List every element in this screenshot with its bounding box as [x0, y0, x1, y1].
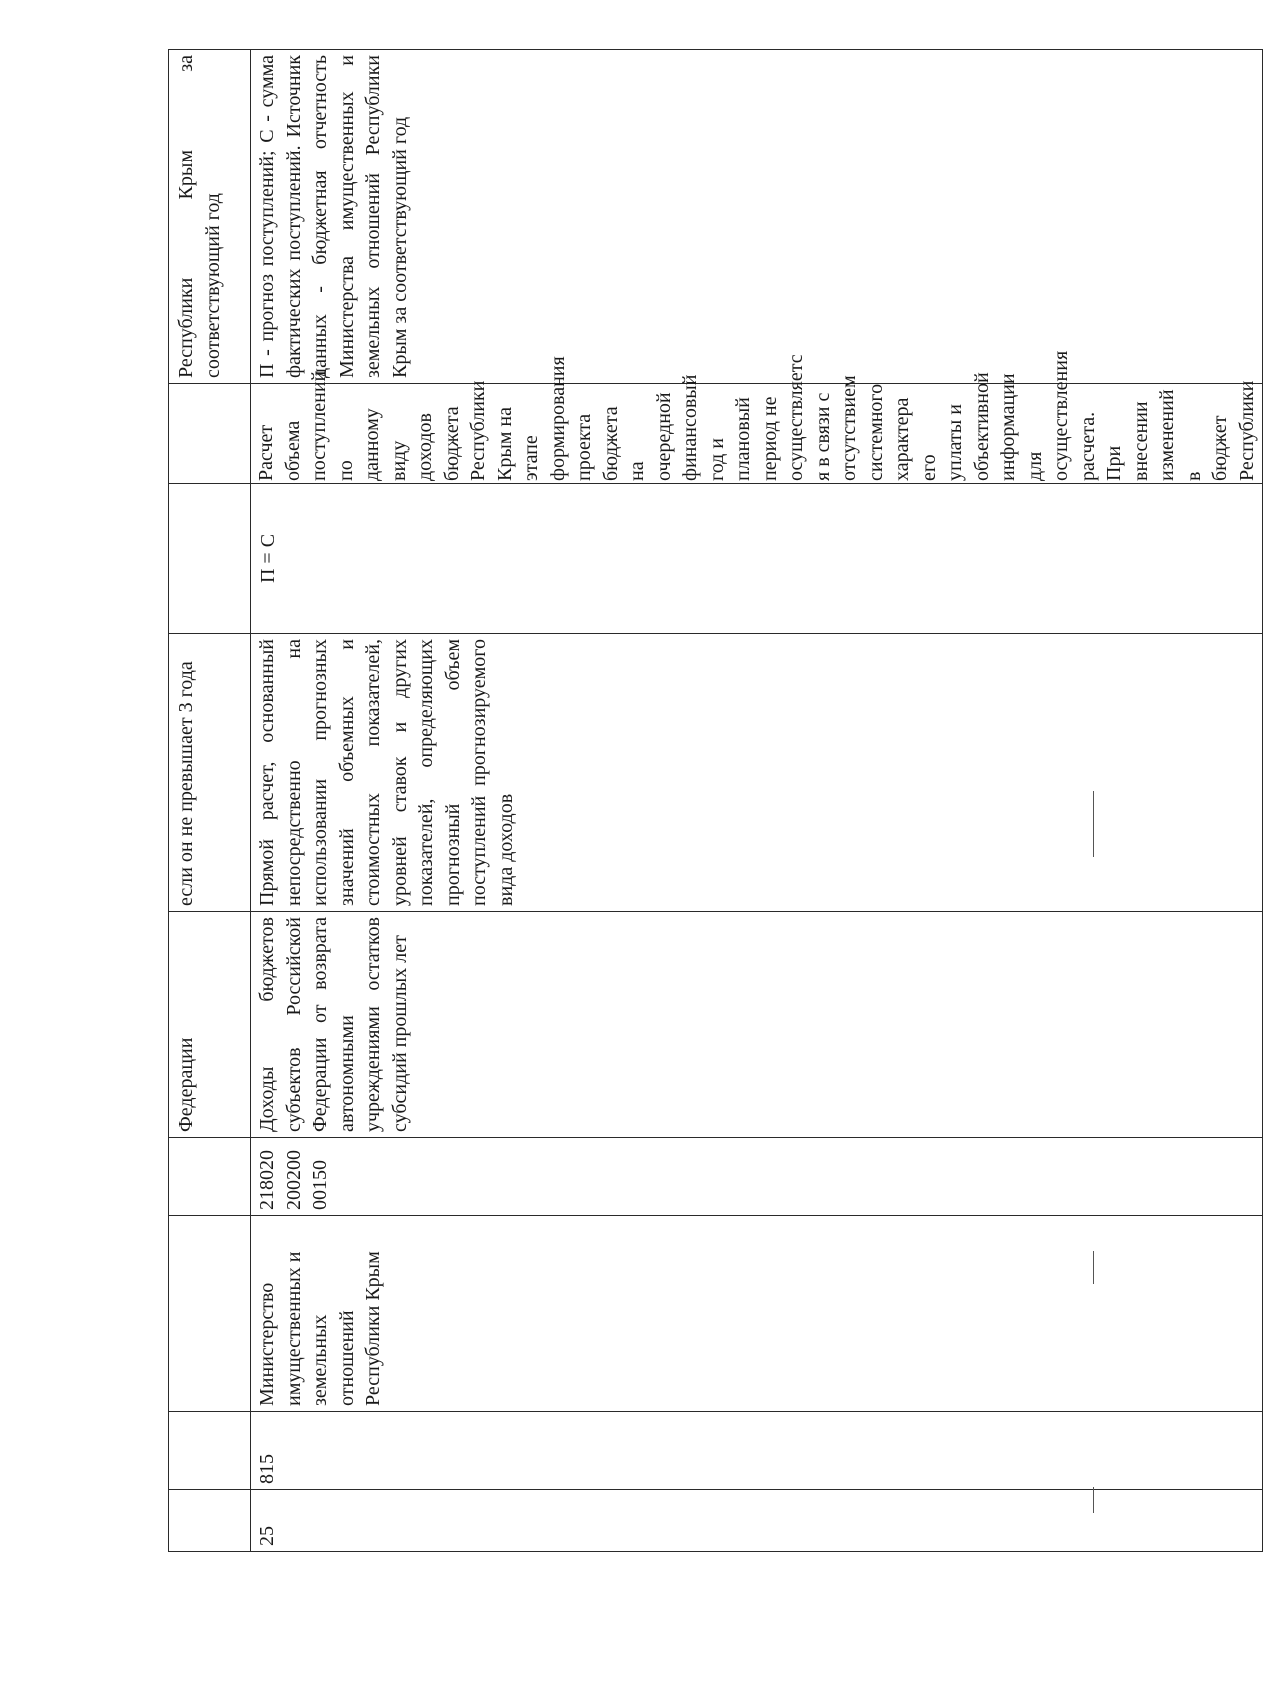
algorithm-line: я в связи с [811, 392, 834, 481]
income-name: Доходы бюджетов субъектов Российской Федерации от возврата автономными учреждениями остатков субсидий прошлых лет [251, 912, 1263, 1138]
algorithm-line: осуществляетс [785, 354, 807, 481]
header-cell-7 [169, 484, 251, 634]
header-cell-1 [169, 1490, 251, 1552]
algorithm-line: период не [758, 396, 781, 481]
algorithm-line: Крым на этапе [493, 406, 542, 481]
algorithm-line: уплаты и [944, 404, 966, 481]
algorithm-line: информации [997, 373, 1019, 481]
algorithm-line: объективной [970, 372, 993, 481]
algorithm-line: Расчет объема [255, 420, 304, 481]
income-forecast-table [168, 49, 1263, 1552]
rotated-table-wrapper [168, 50, 1258, 1552]
algorithm-line: системного [864, 383, 887, 481]
algorithm-line: плановый [732, 397, 754, 481]
scan-artifact-line [1093, 1487, 1094, 1513]
indicators-description: П - прогноз поступлений; С - сумма фактических поступлений. Источник данных - бюджетная отчетность Министерства имущественных и земельных отношений Республики Крым за соответствующий год [251, 50, 1263, 384]
header-cell-4 [169, 1138, 251, 1216]
algorithm-line: виду доходов [387, 413, 436, 481]
algorithm-line: бюджета [440, 406, 463, 481]
algorithm-line: изменений в [1156, 389, 1205, 481]
algorithm-line: расчета. При [1076, 411, 1125, 481]
scan-artifact-line [1093, 1251, 1094, 1284]
kbk-code: 21802020020000150 [251, 1138, 1263, 1216]
algorithm-description [251, 350, 1263, 484]
algorithm-line: осуществления [1050, 350, 1072, 481]
algorithm-line: внесении [1129, 401, 1152, 481]
algorithm-line: год и [705, 437, 728, 481]
table-header-continuation-row [169, 50, 251, 1552]
algorithm-line: отсутствием [838, 375, 860, 481]
algorithm-line: проекта [573, 413, 595, 481]
scan-artifact-line [1093, 791, 1094, 857]
algorithm-line: поступлений [308, 370, 330, 481]
algorithm-line: по данному [334, 408, 383, 481]
header-cell-2 [169, 1412, 251, 1490]
algorithm-line: финансовый [679, 374, 701, 481]
header-cell-6: если он не превышает 3 года [169, 634, 251, 912]
table-row-25 [251, 50, 1263, 1552]
algorithm-line: для [1023, 451, 1046, 481]
algorithm-line: Республики [1235, 380, 1258, 481]
row-number: 25 [251, 1490, 1263, 1552]
calculation-method: Прямой расчет, основанный непосредственно на использовании прогнозных значений объемных и стоимостных показателей, уровней ставок и других показателей, определяющих прогнозный объем поступлений прогнозируемого вида доходов [251, 634, 1263, 912]
admin-name: Министерство имущественных и земельных отношений Республики Крым [251, 1216, 1263, 1412]
header-cell-9: Республики Крым за соответствующий год [169, 50, 251, 384]
algorithm-line: формирования [546, 356, 569, 481]
algorithm-line: бюджет [1209, 415, 1231, 481]
header-cell-5: Федерации [169, 912, 251, 1138]
algorithm-lines [253, 350, 1260, 481]
algorithm-line: характера его [891, 397, 940, 481]
header-cell-3 [169, 1216, 251, 1412]
admin-code: 815 [251, 1412, 1263, 1490]
algorithm-line: бюджета на [599, 406, 648, 481]
algorithm-line: очередной [652, 392, 675, 481]
formula: П = С [251, 484, 1263, 634]
algorithm-line: Республики [467, 380, 489, 481]
header-cell-8 [169, 384, 251, 484]
